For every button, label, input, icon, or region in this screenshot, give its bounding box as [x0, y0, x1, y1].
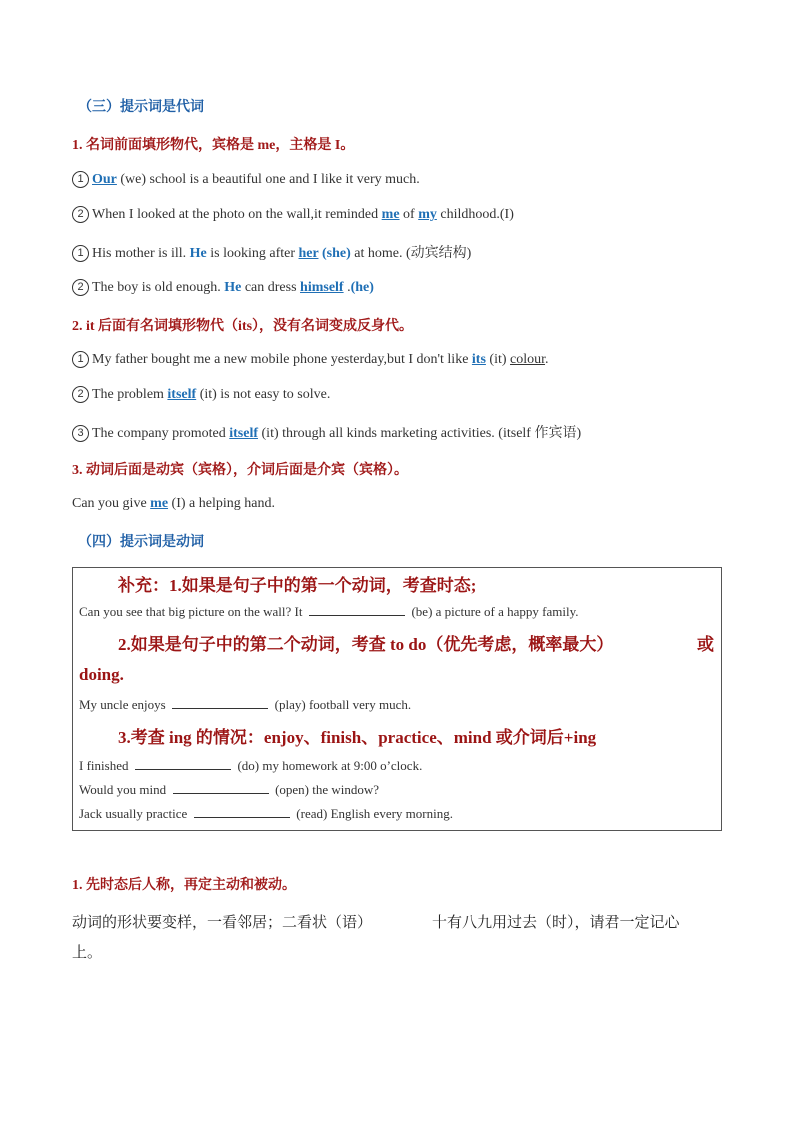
fill-blank[interactable]	[172, 697, 268, 709]
example-line	[72, 206, 514, 223]
circled-number: 2	[72, 206, 89, 223]
sentence-text: I finished	[79, 758, 129, 773]
summary-line: 十有八九用过去（时），请君一定记心	[432, 915, 680, 931]
example-line	[72, 422, 581, 442]
sentence-text: (read) English every morning.	[296, 806, 453, 821]
sentence-text: is looking after	[206, 246, 299, 261]
tip-heading: 3.考查 ing 的情况：enjoy、finish、practice、mind 或介词后+ing	[118, 728, 597, 747]
supplement-box	[72, 567, 722, 831]
fill-blank[interactable]	[309, 604, 405, 616]
example-line	[72, 242, 471, 262]
sentence-text: .	[545, 352, 549, 367]
tip-heading: 2.如果是句子中的第二个动词，考查 to do（优先考虑，概率最大）	[118, 635, 614, 654]
sentence-text: (do) my homework at 9:00 o’clock.	[237, 758, 423, 773]
fill-blank[interactable]	[194, 806, 290, 818]
sentence-text: (open) the window?	[275, 782, 380, 797]
sentence-text: My uncle enjoys	[79, 697, 166, 712]
answer: me	[150, 496, 169, 511]
tip-heading: 或	[697, 635, 714, 654]
circled-number: 2	[72, 386, 89, 403]
rule-heading: 2. it 后面有名词填形物代（its），没有名词变成反身代。	[72, 319, 414, 334]
sentence-text: (it) is not easy to solve.	[196, 387, 331, 402]
circled-number: 1	[72, 245, 89, 262]
sentence-text: childhood.(I)	[436, 207, 514, 222]
circled-number: 3	[72, 425, 89, 442]
rule-heading: 3. 动词后面是动宾（宾格），介词后面是介宾（宾格）。	[72, 463, 408, 478]
answer: Our	[92, 172, 117, 187]
sentence-text: The company promoted	[92, 426, 230, 441]
sentence-text: When I looked at the photo on the wall,it reminded	[92, 207, 382, 222]
exercise-line	[79, 806, 453, 822]
sentence-text: of	[399, 207, 419, 222]
answer: my	[418, 207, 437, 222]
fill-blank[interactable]	[173, 782, 269, 794]
fill-blank[interactable]	[135, 758, 231, 770]
answer: her	[298, 246, 319, 261]
highlight-word: He	[224, 280, 242, 295]
example-line	[72, 386, 330, 403]
highlight-word: He	[189, 246, 207, 261]
answer: itself	[229, 426, 259, 441]
rule-heading: 1. 名词前面填形物代，宾格是 me，主格是 I。	[72, 138, 355, 153]
sentence-text: (it)	[485, 352, 511, 367]
sentence-text: My father bought me a new mobile phone yesterday,but I don't like	[92, 352, 472, 367]
sentence-text: (be) a picture of a happy family.	[411, 604, 579, 619]
summary-line: 上。	[72, 945, 103, 961]
highlight-word: (he)	[350, 280, 374, 295]
sentence-text: The boy is old enough.	[92, 280, 225, 295]
answer: its	[471, 352, 486, 367]
sentence-text: (we) school is a beautiful one and I like it very much.	[116, 172, 420, 187]
example-line	[72, 171, 420, 188]
exercise-line	[79, 697, 411, 713]
sentence-text: His mother is ill.	[92, 246, 190, 261]
answer: itself	[167, 387, 197, 402]
sentence-text: Would you mind	[79, 782, 167, 797]
sentence-text: .	[343, 280, 351, 295]
sentence-text: (play) football very much.	[274, 697, 412, 712]
sentence-text: (it) through all kinds marketing activities. (itself 作宾语)	[258, 426, 582, 441]
sentence-text: Jack usually practice	[79, 806, 188, 821]
sentence-text: The problem	[92, 387, 168, 402]
summary-line: 动词的形状要变样，一看邻居；二看状（语）	[72, 915, 373, 931]
highlight-word: (she)	[318, 246, 351, 261]
tip-heading: 补充：1.如果是句子中的第一个动词，考查时态;	[118, 576, 477, 595]
exercise-line	[79, 782, 379, 798]
sentence-text: (I) a helping hand.	[168, 496, 275, 511]
tip-heading: doing.	[79, 665, 124, 684]
exercise-line	[79, 758, 422, 774]
sentence-text: Can you see that big picture on the wall? It	[79, 604, 303, 619]
section-title: （四）提示词是动词	[78, 535, 204, 550]
circled-number: 1	[72, 171, 89, 188]
rule-heading: 1. 先时态后人称，再定主动和被动。	[72, 878, 296, 893]
example-line	[72, 496, 275, 512]
sentence-text: Can you give	[72, 496, 151, 511]
answer: me	[381, 207, 400, 222]
answer: himself	[300, 280, 344, 295]
underlined-word: colour	[510, 352, 546, 367]
circled-number: 1	[72, 351, 89, 368]
sentence-text: at home. (动宾结构)	[350, 246, 472, 261]
example-line	[72, 279, 374, 296]
example-line	[72, 351, 549, 368]
exercise-line	[79, 604, 578, 620]
circled-number: 2	[72, 279, 89, 296]
sentence-text: can dress	[241, 280, 301, 295]
section-title: （三）提示词是代词	[78, 100, 204, 115]
